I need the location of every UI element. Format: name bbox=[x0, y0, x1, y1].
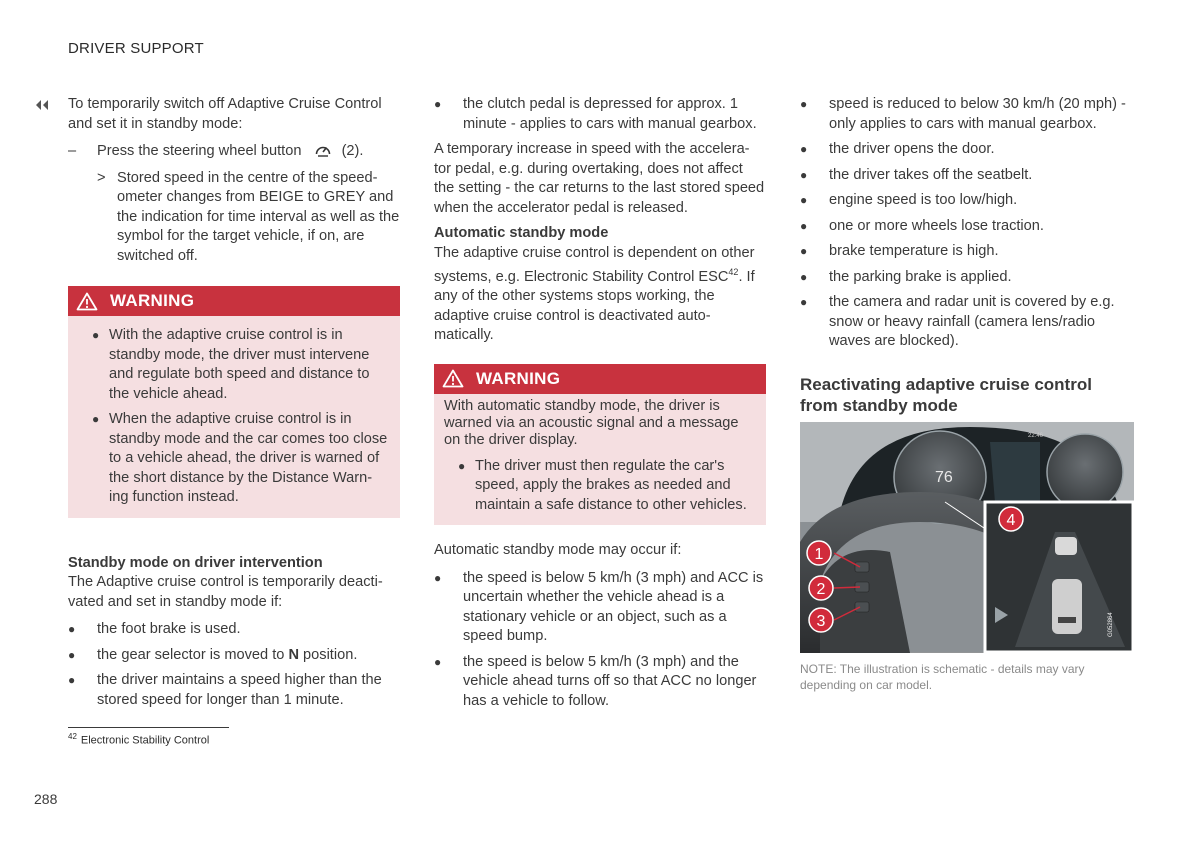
gear-position: N bbox=[288, 646, 299, 663]
may-occur-text: Automatic standby mode may occur if: bbox=[434, 542, 682, 559]
svg-text:2: 2 bbox=[816, 580, 826, 598]
warning-bullet: ● When the adaptive cruise control is in standby mode and the car comes too close to a vehicle ahead, the driver is warned of the short distance by the Distance Warn-ing function instead. bbox=[92, 411, 388, 505]
list-item-text: the camera and radar unit is covered by e.g. snow or heavy rainfall (camera lens/radio waves are blocked). bbox=[829, 294, 1115, 349]
illustration-note: NOTE: The illustration is schematic - details may vary depending on car model. bbox=[800, 661, 1085, 692]
cruise-standby-icon bbox=[314, 142, 332, 165]
step-result bbox=[68, 169, 400, 267]
list-item: ● the parking brake is applied. bbox=[800, 268, 1012, 285]
list-item: ● the foot brake is used. bbox=[68, 621, 241, 637]
callout-2 bbox=[809, 576, 833, 600]
steering-wheel-illustration bbox=[800, 422, 1134, 653]
step-text-before: Press the steering wheel button bbox=[97, 143, 302, 159]
callout-1 bbox=[807, 541, 831, 565]
warning-bullet-text: With the adaptive cruise control is in standby mode, the driver must intervene and regulate both speed and distance to the vehicle ahead. bbox=[109, 327, 370, 402]
speed-readout: 76 bbox=[935, 468, 953, 486]
warning-box bbox=[434, 364, 766, 526]
list-item-text: the gear selector is moved to bbox=[97, 646, 289, 663]
list-item: ● one or more wheels lose traction. bbox=[800, 217, 1044, 234]
warning-triangle-icon bbox=[76, 292, 98, 311]
column-1 bbox=[68, 95, 400, 716]
intervention-text: The Adaptive cruise control is temporarily deacti-vated and set in standby mode if: bbox=[68, 574, 383, 610]
intro-text: To temporarily switch off Adaptive Cruise Control and set it in standby mode: bbox=[68, 96, 382, 132]
warning-bullet: ● With the adaptive cruise control is in standby mode, the driver must intervene and regulate both speed and distance to the vehicle ahead. bbox=[92, 327, 370, 402]
list-item-text: the clutch pedal is depressed for approx. 1 minute - applies to cars with manual gearbox. bbox=[463, 96, 757, 132]
svg-text:1: 1 bbox=[814, 545, 824, 563]
warning-body bbox=[68, 316, 400, 518]
list-item-text: the driver maintains a speed higher than the stored speed for longer than 1 minute. bbox=[97, 672, 382, 708]
warning-box bbox=[68, 286, 400, 518]
list-item-text: the driver takes off the seatbelt. bbox=[829, 166, 1033, 183]
column-3 bbox=[800, 95, 1134, 693]
result-marker: > bbox=[97, 169, 106, 186]
image-code: G052864 bbox=[1108, 611, 1114, 637]
procedure-step bbox=[68, 142, 400, 165]
page-number: 288 bbox=[34, 791, 58, 807]
list-item-text: the foot brake is used. bbox=[97, 621, 241, 637]
heading-reactivating: Reactivating adaptive cruise control from standby mode bbox=[800, 374, 1092, 415]
callout-3 bbox=[809, 608, 833, 632]
result-text: Stored speed in the centre of the speed-ometer changes from BEIGE to GREY and the indication for time interval as well as the symbol for the target vehicle, if on, are switched off. bbox=[117, 169, 400, 264]
list-item-text: the speed is below 5 km/h (3 mph) and the vehicle ahead turns off so that ACC no longer has a vehicle to follow. bbox=[463, 653, 757, 709]
list-item: ● the driver opens the door. bbox=[800, 141, 995, 157]
list-item-text: one or more wheels lose traction. bbox=[829, 217, 1044, 234]
warning-text: With automatic standby mode, the driver is warned via an acoustic signal and a message on the driver display. bbox=[444, 397, 739, 448]
svg-text:3: 3 bbox=[816, 612, 826, 630]
clock-readout: 22:46 bbox=[1028, 432, 1044, 439]
svg-text:4: 4 bbox=[1006, 511, 1016, 529]
dependency-text: The adaptive cruise control is dependent on other systems, e.g. Electronic Stability Control ESC$^{42}$. If any of the other systems stops working, the adaptive cruise control is deactivated auto-matically. bbox=[434, 244, 755, 344]
list-item-text: the driver opens the door. bbox=[829, 141, 995, 157]
list-item: ● the driver maintains a speed higher than the stored speed for longer than 1 minute. bbox=[68, 672, 382, 708]
section-title: DRIVER SUPPORT bbox=[68, 40, 204, 57]
list-item: ● brake temperature is high. bbox=[800, 243, 999, 259]
list-item: ● the camera and radar unit is covered by e.g. snow or heavy rainfall (camera lens/radio waves are blocked). bbox=[800, 294, 1115, 349]
footnote-marker: 42 bbox=[68, 732, 77, 741]
step-marker: – bbox=[68, 143, 77, 159]
list-item: ● engine speed is too low/high. bbox=[800, 192, 1018, 208]
footnote bbox=[68, 732, 209, 747]
list-item-text: engine speed is too low/high. bbox=[829, 192, 1018, 208]
warning-bullet-text: The driver must then regulate the car's speed, apply the brakes as needed and maintain a safe distance to other vehicles. bbox=[475, 457, 747, 513]
footnote-ref[interactable]: 42 bbox=[728, 267, 739, 277]
column-2 bbox=[434, 95, 766, 717]
list-item: ● the clutch pedal is depressed for approx. 1 minute - applies to cars with manual gearbox. bbox=[434, 96, 757, 132]
list-item: ● the speed is below 5 km/h (3 mph) and ACC is uncertain whether the vehicle ahead is a stationary vehicle or an object, such as a speed bump. bbox=[434, 569, 764, 645]
list-item: ● the speed is below 5 km/h (3 mph) and the vehicle ahead turns off so that ACC no longer has a vehicle to follow. bbox=[434, 653, 757, 709]
overtaking-text: A temporary increase in speed with the accelera-tor pedal, e.g. during overtaking, does not affect the setting - the car returns to the last stored speed when the accelerator pedal is released. bbox=[434, 141, 765, 216]
list-item-text: speed is reduced to below 30 km/h (20 mph) - only applies to cars with manual gearbox. bbox=[829, 96, 1126, 132]
list-item-text: the speed is below 5 km/h (3 mph) and ACC is uncertain whether the vehicle ahead is a stationary vehicle or an object, such as a speed bump. bbox=[463, 569, 764, 645]
warning-triangle-icon bbox=[442, 369, 464, 388]
callout-4 bbox=[999, 507, 1023, 531]
list-item: ● the gear selector is moved to N position. bbox=[68, 646, 358, 663]
warning-header bbox=[68, 286, 400, 316]
warning-bullet-text: When the adaptive cruise control is in standby mode and the car comes too close to a vehicle ahead, the driver is warned of the short distance by the Distance Warn-ing function instead. bbox=[109, 411, 388, 505]
double-left-arrow-icon[interactable] bbox=[34, 98, 50, 116]
list-item-text: position. bbox=[298, 646, 358, 663]
warning-body bbox=[434, 394, 766, 526]
warning-bullet: ● The driver must then regulate the car's speed, apply the brakes as needed and maintain a safe distance to other vehicles. bbox=[458, 457, 747, 513]
footnote-text: Electronic Stability Control bbox=[80, 734, 210, 747]
step-text-after: (2). bbox=[341, 143, 364, 159]
warning-title: WARNING bbox=[110, 291, 195, 311]
list-item: ● speed is reduced to below 30 km/h (20 mph) - only applies to cars with manual gearbox. bbox=[800, 96, 1126, 132]
list-item-text: the parking brake is applied. bbox=[829, 268, 1012, 285]
heading-automatic-standby: Automatic standby mode bbox=[434, 225, 609, 241]
list-item-text: brake temperature is high. bbox=[829, 243, 999, 259]
heading-driver-intervention: Standby mode on driver intervention bbox=[68, 554, 323, 571]
warning-title: WARNING bbox=[476, 369, 561, 389]
footnote-divider bbox=[68, 727, 229, 728]
list-item: ● the driver takes off the seatbelt. bbox=[800, 166, 1033, 183]
warning-header bbox=[434, 364, 766, 394]
